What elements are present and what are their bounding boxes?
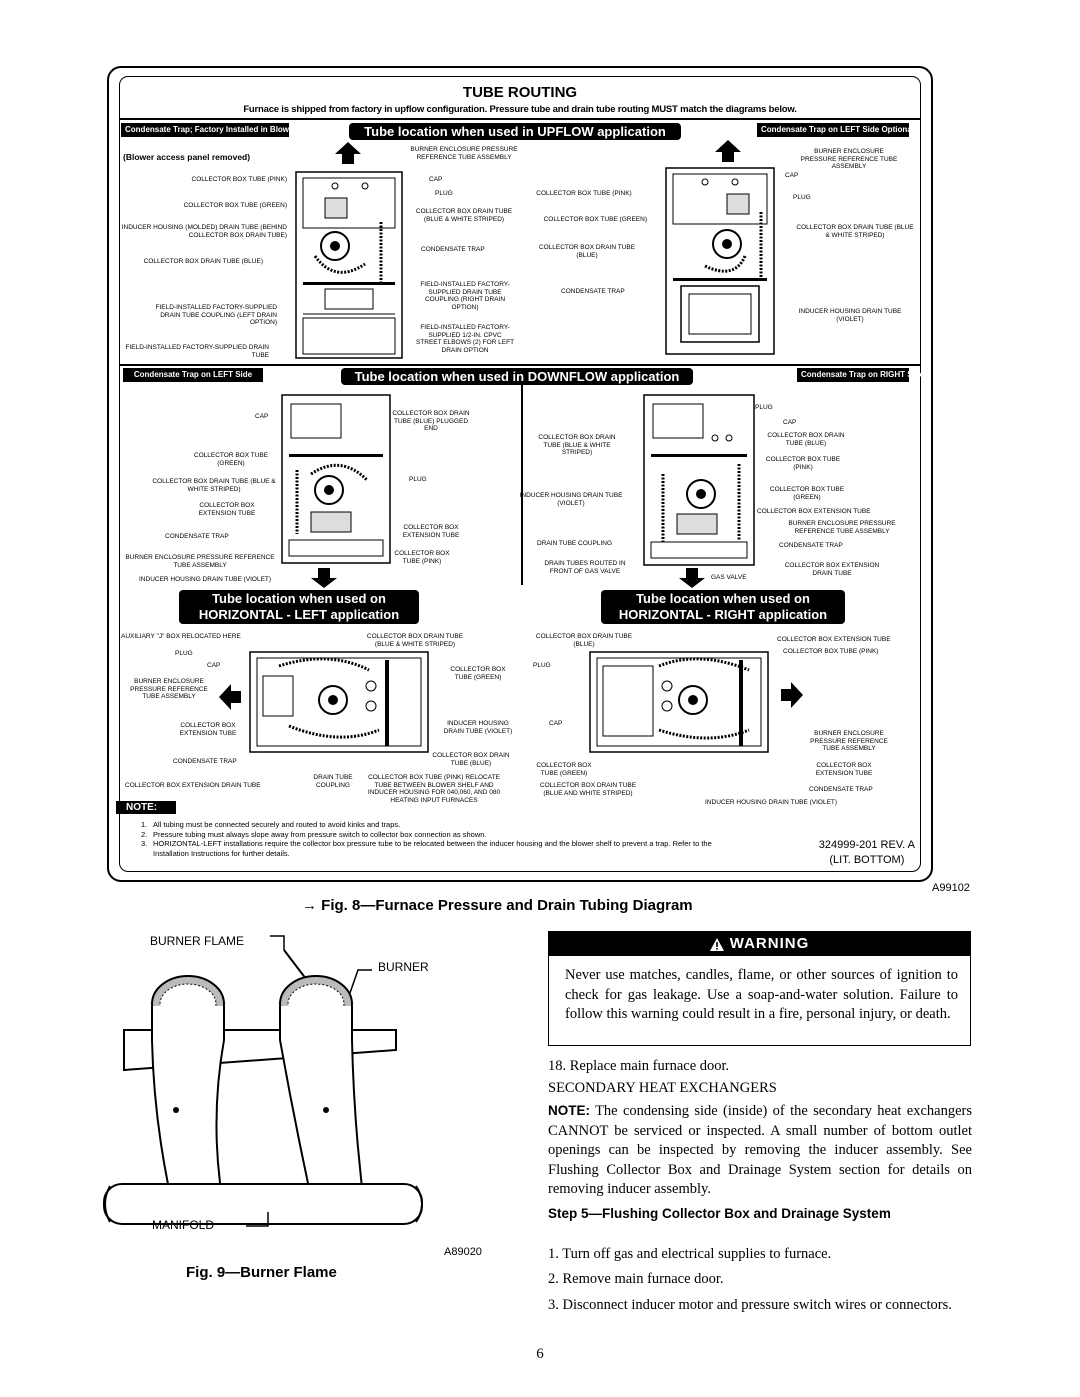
lbl-upl-field-coupling: FIELD-INSTALLED FACTORY-SUPPLIED DRAIN TUBE COUPLING (LEFT DRAIN OPTION) (155, 304, 277, 326)
horiz-left-bar-line2: HORIZONTAL - LEFT application (198, 607, 400, 622)
lbl-dl-pink: COLLECTOR BOX TUBE (PINK) (394, 550, 450, 565)
lbl-hl-green: COLLECTOR BOX TUBE (GREEN) (450, 666, 506, 681)
lbl-upl-elbows: FIELD-INSTALLED FACTORY-SUPPLIED 1/2-IN. CPVC STREET ELBOWS (2) FOR LEFT DRAIN OPTION (415, 324, 515, 354)
fig8-code: A99102 (932, 882, 970, 894)
tube-routing-panel (107, 66, 933, 882)
lbl-upl-molded: INDUCER HOUSING (MOLDED) DRAIN TUBE (BEHIND COLLECTOR BOX DRAIN TUBE) (121, 224, 287, 239)
warning-title: WARNING (729, 935, 810, 952)
lbl-dr-green: COLLECTOR BOX TUBE (GREEN) (769, 486, 845, 501)
horiz-right-bar-line2: HORIZONTAL - RIGHT application (618, 607, 828, 622)
lbl-upl-cbdt: COLLECTOR BOX DRAIN TUBE (BLUE & WHITE STRIPED) (415, 208, 513, 223)
part-number (819, 838, 915, 868)
fig8-arrow: → (302, 897, 317, 914)
lbl-dr-cbdt: COLLECTOR BOX DRAIN TUBE (BLUE & WHITE STRIPED) (538, 434, 616, 456)
horiz-right-bar-line1: Tube location when used on (636, 591, 810, 606)
left-arrow-icon (219, 684, 241, 710)
lbl-hl-trap: CONDENSATE TRAP (173, 758, 237, 765)
note-label: NOTE: (548, 1103, 590, 1118)
page-number: 6 (536, 1346, 544, 1362)
lbl-dr-blue: COLLECTOR BOX DRAIN TUBE (BLUE) (767, 432, 845, 447)
item-text: Turn off gas and electrical supplies to furnace. (562, 1246, 832, 1262)
lbl-dl-cbdt: COLLECTOR BOX DRAIN TUBE (BLUE & WHITE STRIPED) (152, 478, 276, 493)
lbl-dr-inducer: INDUCER HOUSING DRAIN TUBE (VIOLET) (519, 492, 623, 507)
note-num: 2. (141, 829, 148, 839)
lbl-upr-burner: BURNER ENCLOSURE PRESSURE REFERENCE TUBE ASSEMBLY (800, 148, 898, 170)
lbl-dl-plug: PLUG (409, 476, 427, 483)
lbl-hl-plug: PLUG (175, 650, 193, 657)
upflow-left-tag: Condensate Trap; Factory Installed in Blower Shelf (121, 123, 289, 137)
lbl-hl-cbdt: COLLECTOR BOX DRAIN TUBE (BLUE & WHITE STRIPED) (366, 633, 464, 648)
lbl-hr-green: COLLECTOR BOX TUBE (GREEN) (536, 762, 592, 777)
horiz-left-bar-line1: Tube location when used on (212, 591, 386, 606)
divider (521, 373, 523, 585)
lbl-dl-trap: CONDENSATE TRAP (165, 533, 229, 540)
part-number-sub: (LIT. BOTTOM) (829, 854, 905, 866)
step5-item (548, 1270, 972, 1290)
lbl-manifold: MANIFOLD (152, 1218, 215, 1232)
step5-heading: Step 5—Flushing Collector Box and Drainage System (548, 1206, 891, 1221)
lbl-upr-blue: COLLECTOR BOX DRAIN TUBE (BLUE) (538, 244, 636, 259)
downflow-bar: Tube location when used in DOWNFLOW application (341, 368, 693, 385)
lbl-dl-ext2: COLLECTOR BOX EXTENSION TUBE (402, 524, 460, 539)
lbl-upl-right-coupling: FIELD-INSTALLED FACTORY-SUPPLIED DRAIN TUBE COUPLING (RIGHT DRAIN OPTION) (420, 281, 510, 311)
lbl-upl-blue: COLLECTOR BOX DRAIN TUBE (BLUE) (143, 258, 263, 265)
item-num: 3. (548, 1297, 559, 1313)
lbl-upr-trap: CONDENSATE TRAP (561, 288, 625, 295)
down-arrow-icon (679, 568, 705, 588)
lbl-dr-pink: COLLECTOR BOX TUBE (PINK) (765, 456, 841, 471)
blower-note: (Blower access panel removed) (123, 152, 251, 162)
lbl-burner-flame: BURNER FLAME (150, 934, 245, 948)
right-arrow-icon (781, 682, 803, 708)
fig9-caption: Fig. 9—Burner Flame (186, 1264, 337, 1281)
lbl-hl-ext: COLLECTOR BOX EXTENSION TUBE (179, 722, 237, 737)
lbl-dr-trap: CONDENSATE TRAP (779, 542, 843, 549)
upflow-left-diagram (295, 164, 403, 359)
lbl-hl-aux: AUXILIARY "J" BOX RELOCATED HERE (121, 633, 241, 640)
step5-item (548, 1296, 972, 1316)
lbl-hl-coupling: DRAIN TUBE COUPLING (313, 774, 353, 789)
note-num: 1. (141, 820, 148, 829)
lbl-dr-plug: PLUG (755, 404, 773, 411)
divider (119, 118, 921, 120)
lbl-hr-cap: CAP (549, 720, 563, 727)
lbl-hl-blue: COLLECTOR BOX DRAIN TUBE (BLUE) (432, 752, 510, 767)
horiz-left-bar (179, 590, 419, 624)
upflow-right-diagram (665, 160, 775, 355)
lbl-dr-burner: BURNER ENCLOSURE PRESSURE REFERENCE TUBE ASSEMBLY (788, 520, 896, 535)
downflow-left-diagram (281, 394, 391, 564)
horiz-right-bar (601, 590, 845, 624)
lbl-hr-blue: COLLECTOR BOX DRAIN TUBE (BLUE) (535, 633, 633, 648)
lbl-upl-trap: CONDENSATE TRAP (421, 246, 485, 253)
lbl-hr-burner: BURNER ENCLOSURE PRESSURE REFERENCE TUBE ASSEMBLY (810, 730, 888, 752)
note-text: All tubing must be connected securely and routed to avoid kinks and traps. (153, 820, 401, 829)
lbl-dr-coupling: DRAIN TUBE COUPLING (537, 540, 613, 547)
lbl-dl-inducer: INDUCER HOUSING DRAIN TUBE (VIOLET) (139, 576, 272, 583)
lbl-upr-pink: COLLECTOR BOX TUBE (PINK) (536, 190, 632, 197)
step5-item (548, 1245, 972, 1265)
lbl-upl-burner: BURNER ENCLOSURE PRESSURE REFERENCE TUBE ASSEMBLY (410, 146, 518, 161)
tube-routing-subtitle: Furnace is shipped from factory in upflow configuration. Pressure tube and drain tube routing MUST match the diagrams below. (243, 104, 797, 115)
section-heading: SECONDARY HEAT EXCHANGERS (548, 1080, 777, 1096)
warning-text: Never use matches, candles, flame, or other sources of ignition to check for gas leakage. Use a soap-and-water solution. Failure to follow this warning could result in a fire, personal injury, or death. (565, 967, 958, 1022)
lbl-upr-green: COLLECTOR BOX TUBE (GREEN) (543, 216, 647, 223)
lbl-hl-pink: COLLECTOR BOX TUBE (PINK) RELOCATE TUBE BETWEEN BLOWER SHELF AND INDUCER HOUSING FOR 040,060, AND 080 HEATING INPUT FURNACES (367, 774, 501, 804)
divider (119, 364, 921, 366)
lbl-hl-burner: BURNER ENCLOSURE PRESSURE REFERENCE TUBE ASSEMBLY (130, 678, 208, 700)
lbl-hr-trap: CONDENSATE TRAP (809, 786, 873, 793)
downflow-left-tag: Condensate Trap on LEFT Side (123, 368, 263, 382)
fig8-caption-text: Fig. 8—Furnace Pressure and Drain Tubing Diagram (321, 897, 693, 914)
horiz-right-diagram (589, 646, 769, 754)
tube-routing-title: TUBE ROUTING (462, 84, 578, 101)
warning-triangle-icon (710, 938, 724, 951)
lbl-dr-ext-drain: COLLECTOR BOX EXTENSION DRAIN TUBE (784, 562, 880, 577)
up-arrow-icon (335, 142, 361, 164)
lbl-hr-ext: COLLECTOR BOX EXTENSION TUBE (777, 636, 891, 643)
lbl-upr-cap: CAP (785, 172, 799, 179)
warning-box (548, 931, 971, 1046)
part-number-code: 324999-201 REV. A (818, 839, 915, 851)
burner-flame-diagram (96, 930, 436, 1260)
notes-list (141, 820, 731, 858)
note-item (141, 820, 731, 830)
upflow-right-tag: Condensate Trap on LEFT Side Optional (757, 123, 909, 137)
note-num: 3. (141, 839, 148, 849)
lbl-dl-green: COLLECTOR BOX TUBE (GREEN) (193, 452, 269, 467)
note-body: The condensing side (inside) of the secondary heat exchangers CANNOT be serviced or inspected. A small number of bottom outlet openings can be inspected by removing the inducer assembly. See Flushing Collector Box and Drainage System section for details on removing inducer assembly. (548, 1103, 972, 1197)
note-item (141, 830, 731, 840)
lbl-hl-ext-drain: COLLECTOR BOX EXTENSION DRAIN TUBE (125, 782, 261, 789)
lbl-upl-field-drain: FIELD-INSTALLED FACTORY-SUPPLIED DRAIN TUBE (125, 344, 269, 359)
lbl-dr-cap: CAP (783, 419, 797, 426)
lbl-dl-burner: BURNER ENCLOSURE PRESSURE REFERENCE TUBE ASSEMBLY (125, 554, 275, 569)
horiz-left-diagram (249, 646, 429, 754)
lbl-dr-ext: COLLECTOR BOX EXTENSION TUBE (757, 508, 871, 515)
lbl-hr-inducer: INDUCER HOUSING DRAIN TUBE (VIOLET) (705, 799, 838, 806)
lbl-dl-ext: COLLECTOR BOX EXTENSION TUBE (198, 502, 256, 517)
item-num: 1. (548, 1246, 559, 1262)
item-num: 2. (548, 1271, 559, 1287)
warning-header (549, 932, 970, 956)
downflow-right-diagram (643, 394, 755, 566)
lbl-dl-cap: CAP (255, 413, 269, 420)
lbl-hl-inducer: INDUCER HOUSING DRAIN TUBE (VIOLET) (443, 720, 513, 735)
note-item (141, 839, 731, 858)
lbl-dl-blue: COLLECTOR BOX DRAIN TUBE (BLUE) PLUGGED END (392, 410, 470, 432)
lbl-hl-cap: CAP (207, 662, 221, 669)
lbl-hr-plug: PLUG (533, 662, 551, 669)
down-arrow-icon (311, 568, 337, 588)
lbl-upl-green: COLLECTOR BOX TUBE (GREEN) (183, 202, 287, 209)
lbl-upl-plug: PLUG (435, 190, 453, 197)
lbl-upl-cap: CAP (429, 176, 443, 183)
note-text: HORIZONTAL-LEFT installations require the collector box pressure tube to be relocated between the inducer housing and the blower shelf to prevent a trap. Refer to the Installation Instructions for further details. (153, 839, 712, 858)
lbl-dr-routed: DRAIN TUBES ROUTED IN FRONT OF GAS VALVE (544, 560, 626, 575)
item-text: Remove main furnace door. (562, 1271, 724, 1287)
lbl-upr-cbdt: COLLECTOR BOX DRAIN TUBE (BLUE & WHITE STRIPED) (796, 224, 914, 239)
step-18: 18. Replace main furnace door. (548, 1058, 730, 1074)
downflow-right-tag: Condensate Trap on RIGHT Side (797, 368, 909, 382)
lbl-upr-plug: PLUG (793, 194, 811, 201)
note-text: Pressure tubing must always slope away from pressure switch to collector box connection as shown. (153, 829, 487, 839)
note-paragraph (548, 1101, 972, 1200)
note-tag: NOTE: (116, 801, 176, 814)
lbl-burner: BURNER (378, 960, 429, 974)
lbl-upl-pink: COLLECTOR BOX TUBE (PINK) (191, 176, 287, 183)
lbl-hr-ext2: COLLECTOR BOX EXTENSION TUBE (815, 762, 873, 777)
lbl-upr-inducer: INDUCER HOUSING DRAIN TUBE (VIOLET) (798, 308, 902, 323)
up-arrow-icon (715, 140, 741, 162)
fig8-caption (302, 897, 693, 914)
upflow-bar: Tube location when used in UPFLOW application (349, 123, 681, 140)
fig9-code: A89020 (444, 1246, 482, 1258)
item-text: Disconnect inducer motor and pressure switch wires or connectors. (562, 1297, 952, 1313)
lbl-dr-gas: GAS VALVE (711, 574, 747, 581)
lbl-hr-cbdt: COLLECTOR BOX DRAIN TUBE (BLUE AND WHITE STRIPED) (539, 782, 637, 797)
lbl-hr-pink: COLLECTOR BOX TUBE (PINK) (783, 648, 879, 655)
